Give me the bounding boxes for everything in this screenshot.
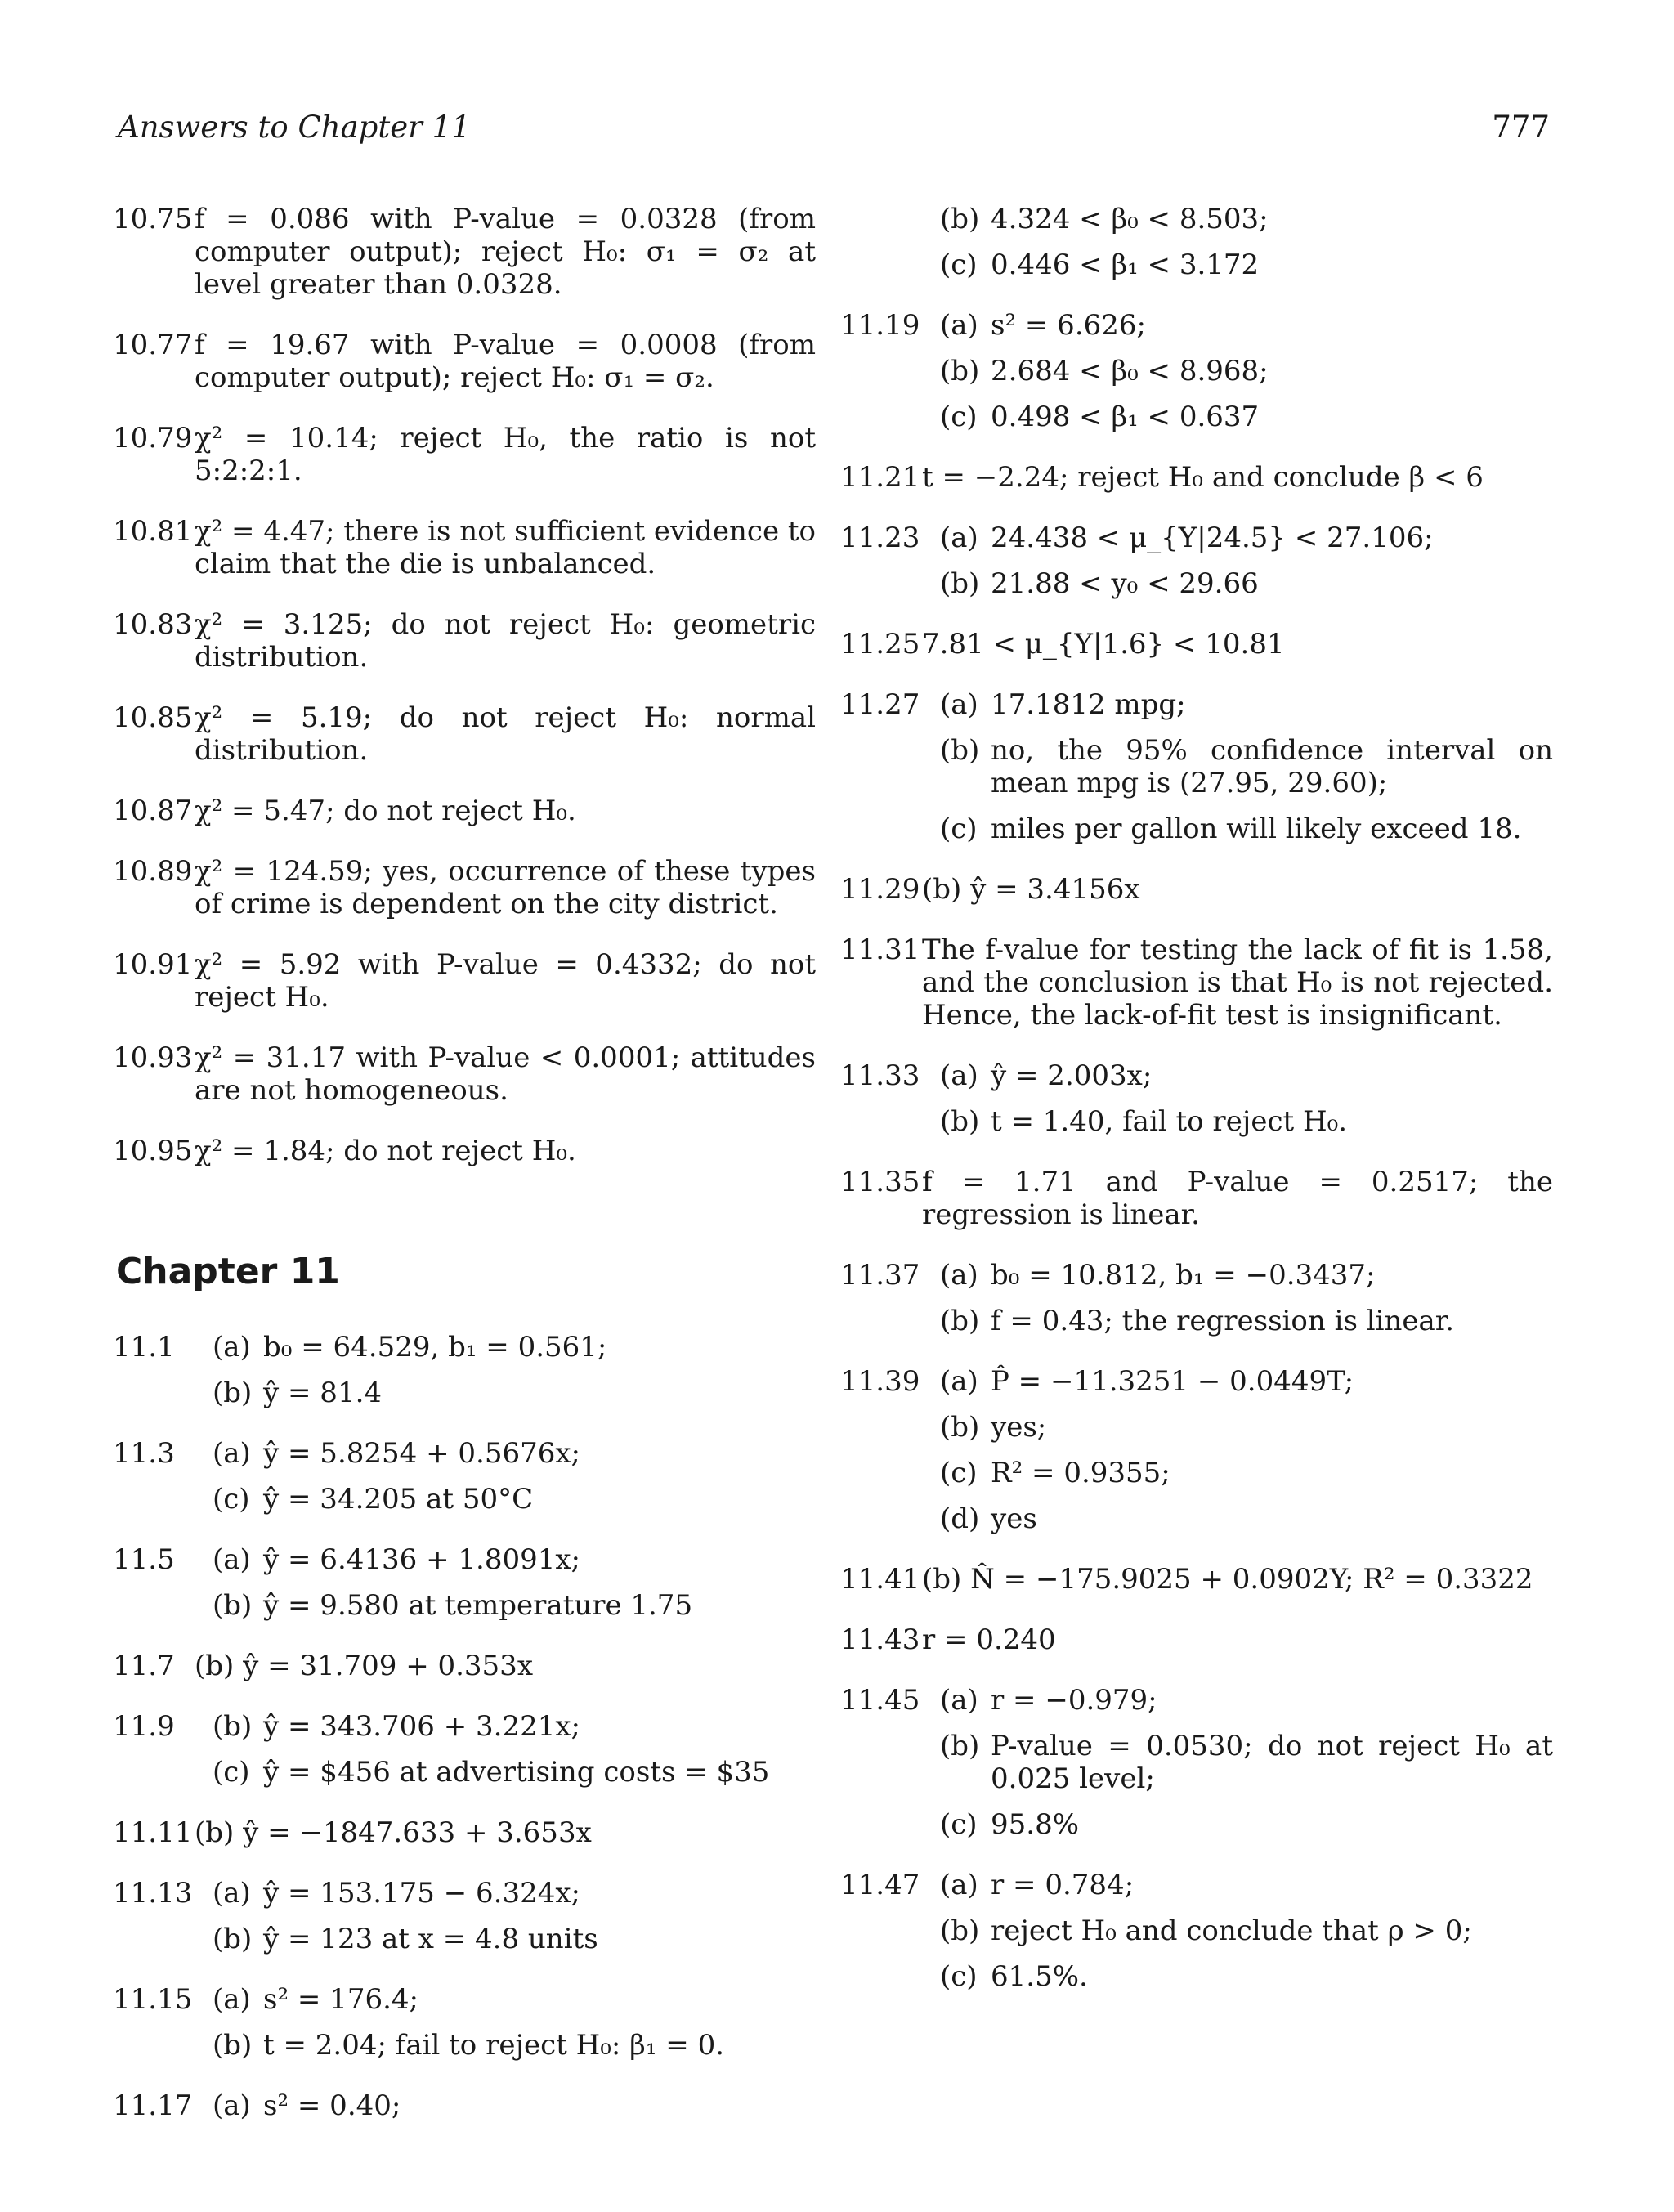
answer-entry	[840, 522, 1553, 600]
answer-parts	[940, 1059, 1553, 1138]
chapter-11-answers	[113, 1331, 816, 2122]
answer-number: 11.27	[840, 688, 920, 721]
answer-entry	[113, 1135, 816, 1167]
part-label: (c)	[940, 401, 978, 433]
answer-number: 11.23	[840, 522, 920, 554]
answer-entry	[113, 1710, 816, 1789]
answer-text: (b) ŷ = 31.709 + 0.353x	[195, 1650, 533, 1682]
answer-text: 7.81 < μ_{Y|1.6} < 10.81	[922, 628, 1285, 660]
answer-number: 10.87	[113, 795, 193, 827]
chapter-10-answers	[113, 203, 816, 1167]
answer-parts	[213, 1710, 816, 1789]
part-text: P-value = 0.0530; do not reject H₀ at 0.025 level;	[991, 1730, 1553, 1795]
answer-part	[940, 1730, 1553, 1795]
part-text: 61.5%.	[991, 1960, 1088, 1993]
answer-parts	[213, 1877, 816, 1955]
part-label: (a)	[940, 1259, 978, 1292]
answer-part	[940, 203, 1553, 235]
part-text: ŷ = 123 at x = 4.8 units	[263, 1923, 598, 1955]
answer-text: r = 0.240	[922, 1623, 1056, 1656]
answer-number: 11.1	[113, 1331, 175, 1363]
part-text: 21.88 < y₀ < 29.66	[991, 567, 1259, 600]
answer-part	[940, 1502, 1553, 1535]
answer-text: χ² = 4.47; there is not sufficient evidence to claim that the die is unbalanced.	[195, 515, 817, 580]
part-label: (c)	[940, 1960, 978, 1993]
answer-part	[213, 1437, 816, 1470]
answer-entry	[113, 1437, 816, 1516]
answer-number: 11.13	[113, 1877, 193, 1910]
answer-part	[940, 309, 1553, 342]
answer-part	[940, 1305, 1553, 1337]
answer-entry	[840, 309, 1553, 433]
part-text: t = 1.40, fail to reject H₀.	[991, 1105, 1348, 1138]
part-label: (b)	[213, 1923, 253, 1955]
answer-parts	[213, 1437, 816, 1516]
part-label: (d)	[940, 1502, 980, 1535]
answer-part	[940, 355, 1553, 387]
answer-number: 10.93	[113, 1041, 193, 1074]
answer-part	[213, 1331, 816, 1363]
part-text: ŷ = 34.205 at 50°C	[263, 1483, 534, 1516]
part-label: (a)	[213, 2089, 251, 2122]
part-text: ŷ = 81.4	[263, 1377, 383, 1409]
answer-number: 10.83	[113, 608, 193, 641]
answer-entry	[840, 1365, 1553, 1535]
answer-number: 11.37	[840, 1259, 920, 1292]
answer-parts	[940, 309, 1553, 433]
answer-part	[940, 1259, 1553, 1292]
part-label: (b)	[213, 1589, 253, 1622]
answer-entry	[113, 855, 816, 920]
part-label: (b)	[940, 1105, 980, 1138]
answer-number: 10.79	[113, 422, 193, 454]
part-text: ŷ = 9.580 at temperature 1.75	[263, 1589, 693, 1622]
answer-number: 11.35	[840, 1166, 920, 1198]
answer-part	[940, 1457, 1553, 1489]
answer-part	[213, 1377, 816, 1409]
answer-part	[940, 1365, 1553, 1398]
chapter-11-answers-continued	[840, 309, 1553, 1993]
answer-part	[940, 1684, 1553, 1717]
part-text: b₀ = 10.812, b₁ = −0.3437;	[991, 1259, 1376, 1292]
answer-number: 10.77	[113, 329, 193, 361]
answer-parts	[213, 1331, 816, 1409]
answer-part	[940, 813, 1553, 845]
answer-number: 11.29	[840, 873, 920, 906]
part-label: (a)	[940, 309, 978, 342]
answer-parts	[940, 688, 1553, 845]
indent-spacer	[840, 203, 940, 281]
answer-part	[213, 1983, 816, 2016]
answer-number: 11.33	[840, 1059, 920, 1092]
page-number: 777	[1492, 110, 1550, 145]
part-text: ŷ = $456 at advertising costs = $35	[263, 1756, 770, 1789]
answer-entry	[113, 203, 816, 301]
answer-part	[940, 522, 1553, 554]
part-text: s² = 0.40;	[263, 2089, 401, 2122]
part-text: reject H₀ and conclude that ρ > 0;	[991, 1914, 1472, 1947]
answer-text: (b) ŷ = −1847.633 + 3.653x	[195, 1816, 592, 1849]
answer-number: 11.45	[840, 1684, 920, 1717]
part-text: ŷ = 343.706 + 3.221x;	[263, 1710, 580, 1743]
answer-part	[940, 1869, 1553, 1901]
part-label: (b)	[940, 203, 980, 235]
part-label: (a)	[940, 688, 978, 721]
answer-part	[940, 1914, 1553, 1947]
right-column	[840, 203, 1553, 2021]
part-text: no, the 95% confidence interval on mean mpg is (27.95, 29.60);	[991, 734, 1553, 799]
answer-entry	[113, 329, 816, 394]
part-label: (b)	[940, 1914, 980, 1947]
part-text: ŷ = 6.4136 + 1.8091x;	[263, 1543, 580, 1576]
answer-text: χ² = 10.14; reject H₀, the ratio is not 5:2:2:1.	[195, 422, 816, 487]
answer-parts	[213, 1543, 816, 1622]
answer-parts	[213, 1983, 816, 2062]
answer-part	[940, 1808, 1553, 1841]
answer-text: χ² = 5.19; do not reject H₀: normal distribution.	[195, 701, 816, 767]
answer-entry	[113, 1983, 816, 2062]
part-text: yes;	[991, 1411, 1047, 1444]
answer-entry	[840, 1259, 1553, 1337]
part-text: r = 0.784;	[991, 1869, 1135, 1901]
part-label: (b)	[213, 1710, 253, 1743]
answer-entry	[113, 515, 816, 580]
part-text: ŷ = 153.175 − 6.324x;	[263, 1877, 580, 1910]
answer-text: t = −2.24; reject H₀ and conclude β < 6	[922, 461, 1484, 494]
answer-number: 10.89	[113, 855, 193, 888]
answer-entry	[840, 688, 1553, 845]
answer-number: 10.85	[113, 701, 193, 734]
answer-entry	[840, 461, 1553, 494]
answer-number: 11.43	[840, 1623, 920, 1656]
answer-part	[213, 1877, 816, 1910]
part-text: f = 0.43; the regression is linear.	[991, 1305, 1455, 1337]
part-label: (b)	[940, 355, 980, 387]
part-label: (b)	[940, 1730, 980, 1762]
answer-number: 11.21	[840, 461, 920, 494]
part-label: (a)	[940, 1059, 978, 1092]
answer-number: 11.47	[840, 1869, 920, 1901]
answer-parts	[940, 1684, 1553, 1841]
part-label: (b)	[940, 1305, 980, 1337]
answer-entry	[840, 628, 1553, 660]
page-header-title: Answers to Chapter 11	[118, 110, 471, 145]
answer-number: 11.3	[113, 1437, 175, 1470]
part-label: (c)	[213, 1756, 250, 1789]
answer-part	[940, 1059, 1553, 1092]
part-text: r = −0.979;	[991, 1684, 1157, 1717]
answer-number: 11.17	[113, 2089, 193, 2122]
answer-number: 11.31	[840, 934, 920, 966]
answer-text: χ² = 124.59; yes, occurrence of these types of crime is dependent on the city district.	[195, 855, 816, 920]
part-label: (a)	[213, 1437, 251, 1470]
answer-entry	[113, 1650, 816, 1682]
part-text: 0.446 < β₁ < 3.172	[991, 249, 1260, 281]
answer-parts	[940, 522, 1553, 600]
answer-part	[940, 688, 1553, 721]
part-label: (c)	[940, 1457, 978, 1489]
answer-number: 10.81	[113, 515, 193, 548]
answer-parts	[940, 1869, 1553, 1993]
part-label: (a)	[940, 522, 978, 554]
answer-entry	[113, 1041, 816, 1107]
answer-entry	[840, 1684, 1553, 1841]
left-column	[113, 203, 816, 2150]
part-text: t = 2.04; fail to reject H₀: β₁ = 0.	[263, 2029, 725, 2062]
answer-text: χ² = 1.84; do not reject H₀.	[195, 1135, 576, 1167]
part-text: s² = 6.626;	[991, 309, 1146, 342]
answer-parts	[940, 1259, 1553, 1337]
part-text: s² = 176.4;	[263, 1983, 418, 2016]
part-text: ŷ = 2.003x;	[991, 1059, 1153, 1092]
part-label: (a)	[213, 1543, 251, 1576]
part-label: (c)	[940, 249, 978, 281]
part-label: (a)	[213, 1877, 251, 1910]
answer-entry	[840, 1563, 1553, 1596]
part-text: b₀ = 64.529, b₁ = 0.561;	[263, 1331, 607, 1363]
answer-part	[213, 1543, 816, 1576]
answer-part	[940, 249, 1553, 281]
answer-entry	[840, 1166, 1553, 1231]
answer-entry-continued	[840, 203, 1553, 281]
answer-part	[213, 1589, 816, 1622]
answer-part	[940, 1411, 1553, 1444]
answer-entry	[840, 1059, 1553, 1138]
answer-part	[940, 1960, 1553, 1993]
answer-parts	[213, 2089, 816, 2122]
answer-text: χ² = 5.47; do not reject H₀.	[195, 795, 576, 827]
part-text: yes	[991, 1502, 1037, 1535]
part-text: 17.1812 mpg;	[991, 688, 1186, 721]
answer-text: f = 0.086 with P-value = 0.0328 (from computer output); reject H₀: σ₁ = σ₂ at level greater than 0.0328.	[195, 203, 816, 301]
answer-text: f = 1.71 and P-value = 0.2517; the regression is linear.	[922, 1166, 1553, 1231]
part-label: (a)	[940, 1869, 978, 1901]
answer-number: 10.95	[113, 1135, 193, 1167]
part-label: (a)	[213, 1983, 251, 2016]
part-label: (b)	[940, 734, 980, 767]
part-text: 95.8%	[991, 1808, 1080, 1841]
answer-text: (b) N̂ = −175.9025 + 0.0902Y; R² = 0.3322	[922, 1563, 1533, 1596]
part-text: 24.438 < μ_{Y|24.5} < 27.106;	[991, 522, 1434, 554]
part-label: (c)	[940, 813, 978, 845]
part-text: 2.684 < β₀ < 8.968;	[991, 355, 1269, 387]
answer-part	[940, 734, 1553, 799]
answer-entry	[113, 948, 816, 1014]
part-text: P̂ = −11.3251 − 0.0449T;	[991, 1365, 1354, 1398]
answer-entry	[113, 1877, 816, 1955]
answer-part	[213, 1710, 816, 1743]
answer-number: 11.11	[113, 1816, 193, 1849]
answer-number: 10.91	[113, 948, 193, 981]
part-label: (b)	[940, 567, 980, 600]
part-label: (a)	[213, 1331, 251, 1363]
answer-part	[213, 1756, 816, 1789]
answer-text: (b) ŷ = 3.4156x	[922, 873, 1140, 906]
answer-entry	[840, 1623, 1553, 1656]
answer-text: χ² = 3.125; do not reject H₀: geometric distribution.	[195, 608, 816, 674]
part-label: (a)	[940, 1684, 978, 1717]
chapter-heading: Chapter 11	[116, 1251, 340, 1292]
answer-part	[213, 1483, 816, 1516]
answer-entry	[113, 1816, 816, 1849]
part-text: miles per gallon will likely exceed 18.	[991, 813, 1522, 845]
answer-number: 11.39	[840, 1365, 920, 1398]
answer-entry	[840, 873, 1553, 906]
answer-parts	[940, 203, 1553, 281]
answer-number: 11.15	[113, 1983, 193, 2016]
part-label: (b)	[940, 1411, 980, 1444]
answer-number: 10.75	[113, 203, 193, 235]
answer-number: 11.5	[113, 1543, 175, 1576]
part-label: (c)	[940, 1808, 978, 1841]
part-text: 4.324 < β₀ < 8.503;	[991, 203, 1269, 235]
answer-part	[940, 401, 1553, 433]
answer-entry	[113, 795, 816, 827]
answer-text: The f-value for testing the lack of fit is 1.58, and the conclusion is that H₀ is not rejected. Hence, the lack-of-fit test is insignificant.	[922, 934, 1553, 1032]
answer-part	[940, 567, 1553, 600]
continued-answer	[840, 203, 1553, 281]
answer-number: 11.25	[840, 628, 920, 660]
answer-parts	[940, 1365, 1553, 1535]
answer-entry	[113, 2089, 816, 2122]
answer-text: χ² = 31.17 with P-value < 0.0001; attitudes are not homogeneous.	[195, 1041, 816, 1107]
answer-number: 11.7	[113, 1650, 175, 1682]
part-label: (c)	[213, 1483, 250, 1516]
answer-entry	[113, 701, 816, 767]
part-label: (a)	[940, 1365, 978, 1398]
answer-part	[213, 1923, 816, 1955]
answer-entry	[113, 1543, 816, 1622]
part-text: ŷ = 5.8254 + 0.5676x;	[263, 1437, 580, 1470]
answer-part	[213, 2029, 816, 2062]
part-text: R² = 0.9355;	[991, 1457, 1170, 1489]
answer-part	[213, 2089, 816, 2122]
answer-entry	[113, 608, 816, 674]
answer-number: 11.41	[840, 1563, 920, 1596]
answer-entry	[840, 1869, 1553, 1993]
answer-number: 11.19	[840, 309, 920, 342]
answer-text: χ² = 5.92 with P-value = 0.4332; do not reject H₀.	[195, 948, 816, 1014]
answer-entry	[113, 1331, 816, 1409]
part-label: (b)	[213, 2029, 253, 2062]
answer-number: 11.9	[113, 1710, 175, 1743]
answer-text: f = 19.67 with P-value = 0.0008 (from computer output); reject H₀: σ₁ = σ₂.	[195, 329, 816, 394]
part-label: (b)	[213, 1377, 253, 1409]
answer-part	[940, 1105, 1553, 1138]
answer-entry	[840, 934, 1553, 1032]
answer-entry	[113, 422, 816, 487]
part-text: 0.498 < β₁ < 0.637	[991, 401, 1260, 433]
